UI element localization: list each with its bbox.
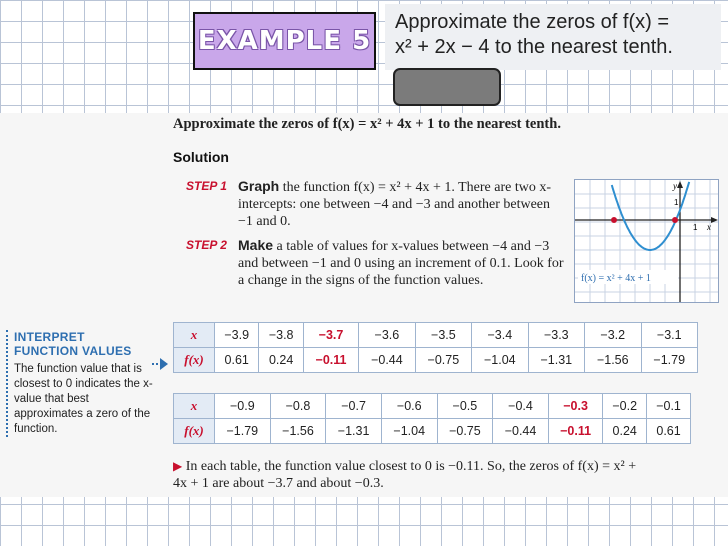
table-cell: −1.31 [326, 419, 382, 444]
values-table-2 [173, 393, 691, 444]
table-row [174, 348, 698, 373]
table1-f-header: f(x) [174, 348, 215, 373]
conclusion-text: In each table, the function value closest to 0 is −0.11. So, the zeros of f(x) = x² + 4x + 1 are about −3.7 and about −0.3. [173, 459, 637, 491]
example-badge-label: EXAMPLE 5 [197, 26, 372, 56]
parabola-graph-svg [575, 180, 718, 302]
table-cell: −3.2 [585, 323, 641, 348]
example-badge [193, 12, 376, 70]
step-1-verb: Graph [238, 178, 280, 194]
solution-heading: Solution [173, 149, 229, 165]
table-cell: −0.44 [359, 348, 415, 373]
table-cell: −3.6 [359, 323, 415, 348]
table-cell: −3.5 [415, 323, 471, 348]
table-cell: −1.79 [215, 419, 271, 444]
parabola-graph [574, 179, 719, 303]
table-cell: −0.7 [326, 394, 382, 419]
table1-x-header: x [174, 323, 215, 348]
interpret-title-line1: INTERPRET [14, 330, 85, 344]
interpret-body: The function value that is closest to 0 indicates the x-value that best approximates a zero of the function. [14, 363, 153, 435]
step-2-verb: Make [238, 237, 274, 253]
table-cell: −0.44 [493, 419, 549, 444]
table-cell: −0.3 [548, 394, 602, 419]
table-cell: −1.56 [270, 419, 326, 444]
table-cell: −1.04 [381, 419, 437, 444]
table-cell: −0.11 [548, 419, 602, 444]
step-2 [186, 237, 566, 288]
table-cell: 0.61 [215, 348, 259, 373]
x-intercept-left [611, 217, 617, 223]
triangle-marker-icon: ▶ [173, 459, 183, 473]
graph-y-tick-1: 1 [674, 198, 679, 207]
table-cell: −1.04 [472, 348, 528, 373]
step-1 [186, 178, 566, 229]
practice-prompt-line2: x² + 2x − 4 to the nearest tenth. [395, 36, 673, 58]
table-cell: −3.7 [303, 323, 358, 348]
table-row [174, 419, 691, 444]
table-cell: −0.4 [493, 394, 549, 419]
graph-x-label: x [707, 222, 711, 232]
graph-y-label: y [673, 181, 677, 191]
practice-prompt [385, 4, 721, 70]
practice-prompt-line1: Approximate the zeros of f(x) = [395, 11, 670, 33]
table-cell: −0.1 [647, 394, 691, 419]
graph-function-label: f(x) = x² + 4x + 1 [581, 273, 651, 284]
answer-cover-box[interactable] [393, 68, 501, 106]
table-cell: 0.61 [647, 419, 691, 444]
table-cell: −3.3 [528, 323, 584, 348]
interpret-arrow-head [160, 358, 168, 370]
values-table-1 [173, 322, 698, 373]
step-1-label: STEP 1 [186, 179, 227, 193]
table-cell: −0.2 [603, 394, 647, 419]
step-1-text: the function f(x) = x² + 4x + 1. There are two x-intercepts: one between −4 and −3 and another between −1 and 0. [238, 180, 552, 229]
table-cell: −3.8 [259, 323, 303, 348]
table-row [174, 323, 698, 348]
interpret-sidebar [6, 330, 160, 437]
table-cell: −0.5 [437, 394, 493, 419]
table-cell: −1.31 [528, 348, 584, 373]
graph-x-tick-1: 1 [693, 223, 698, 232]
table-cell: −0.8 [270, 394, 326, 419]
table-cell: 0.24 [603, 419, 647, 444]
table-cell: −0.9 [215, 394, 271, 419]
table-row [174, 394, 691, 419]
step-2-label: STEP 2 [186, 238, 227, 252]
table-cell: −0.75 [437, 419, 493, 444]
table-cell: −3.9 [215, 323, 259, 348]
table-cell: −1.79 [641, 348, 698, 373]
table-cell: −1.56 [585, 348, 641, 373]
table-cell: −3.4 [472, 323, 528, 348]
interpret-title-line2: FUNCTION VALUES [14, 344, 132, 358]
conclusion [173, 458, 653, 492]
x-intercept-right [672, 217, 678, 223]
table-cell: −0.11 [303, 348, 358, 373]
step-2-text: a table of values for x-values between −4 and −3 and between −1 and 0 using an increment of 0.1. Look for a change in the signs of the function values. [238, 239, 564, 288]
table2-x-header: x [174, 394, 215, 419]
table2-f-header: f(x) [174, 419, 215, 444]
table-cell: −0.75 [415, 348, 471, 373]
table-cell: −0.6 [381, 394, 437, 419]
table-cell: −3.1 [641, 323, 698, 348]
table-cell: 0.24 [259, 348, 303, 373]
problem-statement: Approximate the zeros of f(x) = x² + 4x + 1 to the nearest tenth. [173, 116, 561, 132]
